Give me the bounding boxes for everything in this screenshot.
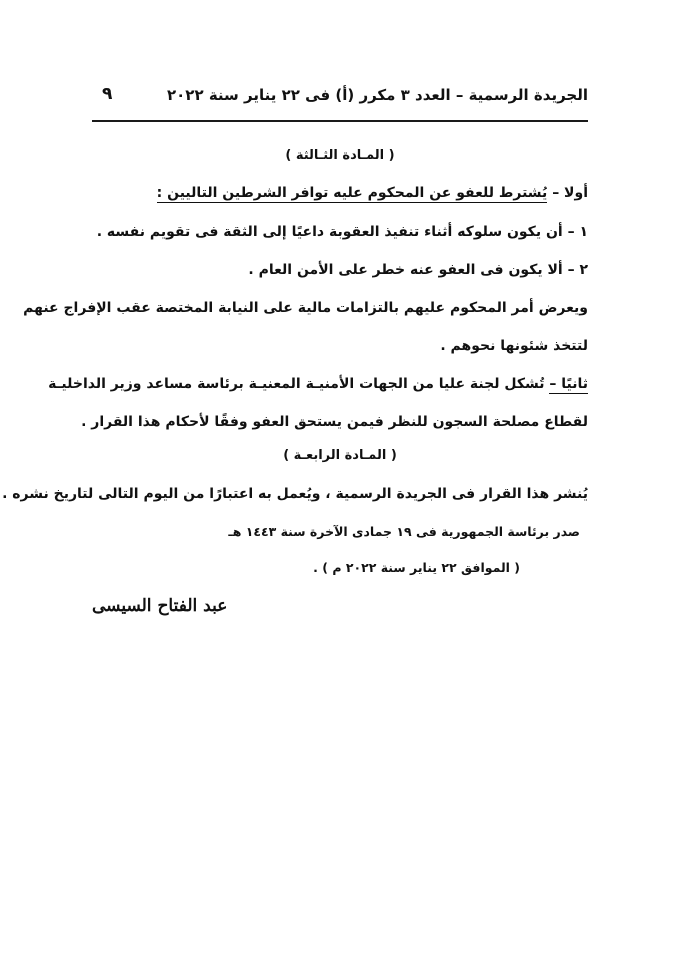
financial-paragraph-line-1: ويعرض أمر المحكوم عليهم بالتزامات مالية على النيابة المختصة عقب الإفراج عنهم	[23, 300, 588, 316]
article-3-title: ( المـادة الثـالثة )	[285, 148, 395, 163]
article-4-title: ( المـادة الرابعـة )	[283, 448, 397, 463]
publication-text: يُنشر هذا القرار فى الجريدة الرسمية ، ويُعمل به اعتبارًا من اليوم التالى لتاريخ نشره .	[2, 486, 588, 502]
condition-2: ٢ – ألا يكون فى العفو عنه خطر على الأمن العام .	[248, 262, 588, 278]
page-number: ٩	[102, 84, 113, 104]
header-divider	[92, 120, 588, 122]
second-clause-line-2: لقطاع مصلحة السجون للنظر فيمن يستحق العفو وفقًا لأحكام هذا القرار .	[81, 414, 588, 430]
first-clause	[157, 183, 588, 203]
page-header	[92, 84, 588, 114]
signature: عبد الفتاح السيسى	[92, 596, 228, 616]
second-clause	[48, 374, 588, 394]
second-clause-label: ثانيًا –	[549, 376, 588, 392]
header-title: الجريدة الرسمية – العدد ٣ مكرر (أ) فى ٢٢ يناير سنة ٢٠٢٢	[166, 86, 588, 104]
first-clause-label: أولا –	[552, 185, 588, 201]
first-clause-text: يُشترط للعفو عن المحكوم عليه توافر الشرطين التاليين :	[156, 185, 548, 201]
financial-paragraph-line-2: لتتخذ شئونها نحوهم .	[440, 338, 588, 354]
second-clause-line-1: تُشكل لجنة عليا من الجهات الأمنيـة المعنيـة برئاسة مساعد وزير الداخليـة	[48, 376, 545, 392]
issued-line-1: صدر برئاسة الجمهورية فى ١٩ جمادى الآخرة سنة ١٤٤٣ هـ	[228, 524, 580, 539]
issued-line-2: ( الموافق ٢٢ يناير سنة ٢٠٢٢ م ) .	[313, 560, 520, 575]
condition-1: ١ – أن يكون سلوكه أثناء تنفيذ العقوبة داعيًا إلى الثقة فى تقويم نفسه .	[96, 224, 588, 240]
